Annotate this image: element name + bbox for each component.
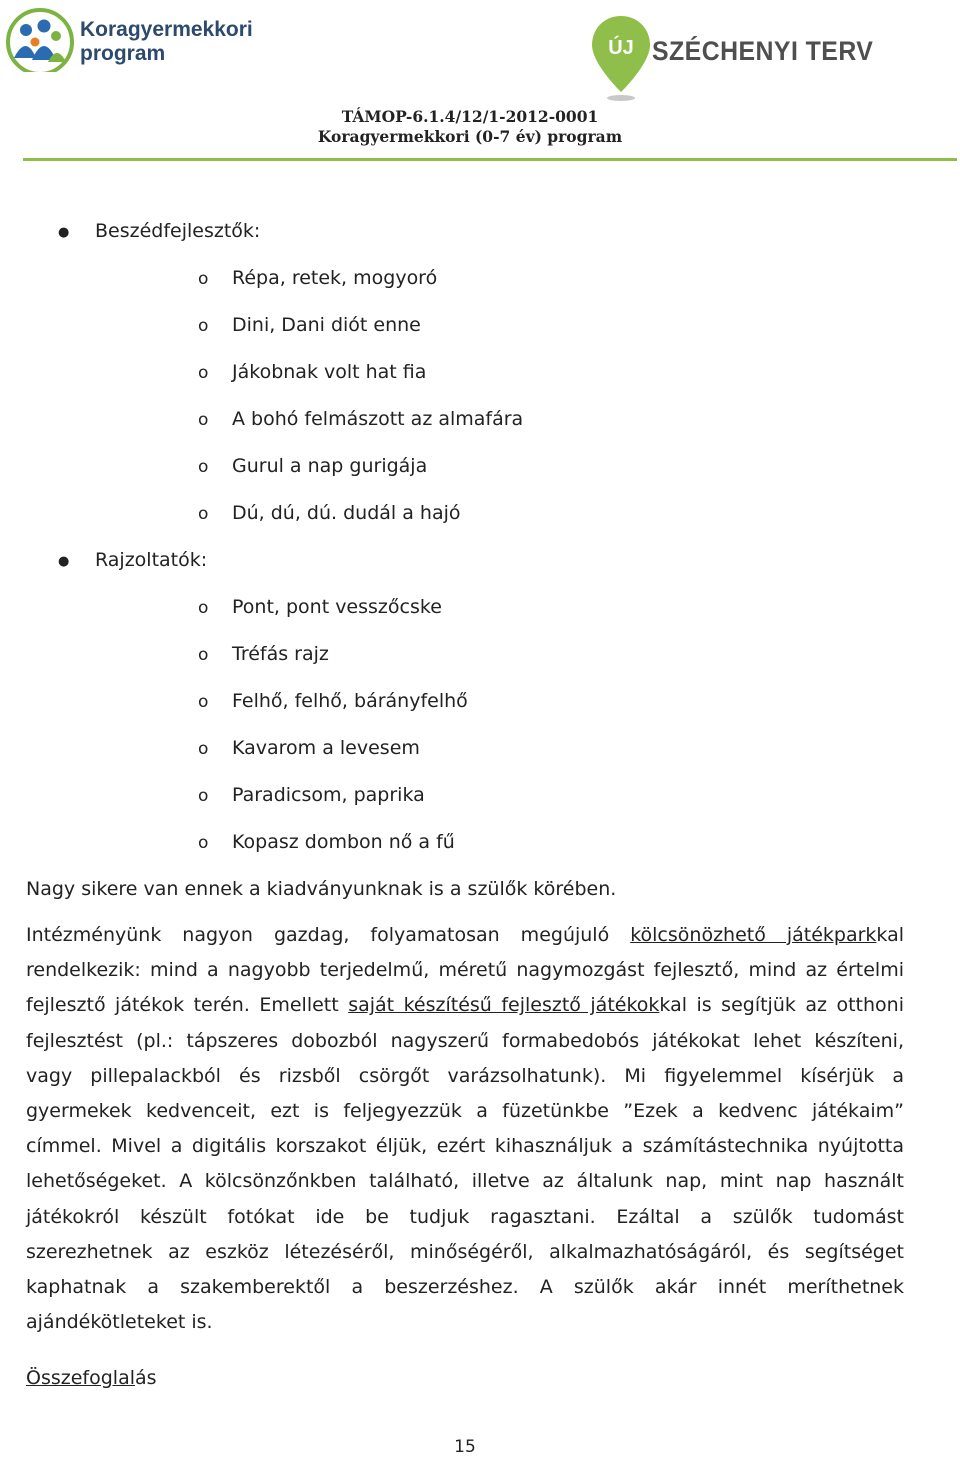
sub-bullet: o xyxy=(198,786,209,806)
sub-bullet: o xyxy=(198,645,209,665)
list-item: Répa, retek, mogyoró xyxy=(232,267,438,289)
list-item: A bohó felmászott az almafára xyxy=(232,408,524,430)
bullet-dot: ● xyxy=(58,554,70,569)
underlined-phrase: saját készítésű fejlesztő játékok xyxy=(348,994,660,1017)
paragraph-line: ajándékötleteket is. xyxy=(26,1311,213,1334)
page-number: 15 xyxy=(454,1437,476,1457)
sub-bullet: o xyxy=(198,363,209,383)
program-title: Koragyermekkori (0-7 év) program xyxy=(317,127,623,146)
heading-rest: ás xyxy=(135,1367,157,1389)
sub-bullet: o xyxy=(198,739,209,759)
koragyermekkori-logo xyxy=(2,6,252,72)
list-item: Jákobnak volt hat fia xyxy=(232,361,427,383)
szechenyi-text: SZÉCHENYI TERV xyxy=(652,36,874,66)
sub-bullet: o xyxy=(198,504,209,524)
text-run: fejlesztő játékok terén. Emellett xyxy=(26,994,349,1017)
paragraph-line xyxy=(26,918,904,953)
list-item: Felhő, felhő, bárányfelhő xyxy=(232,690,468,712)
szechenyi-terv-logo xyxy=(590,14,890,104)
section-heading xyxy=(26,1367,157,1389)
text-run: kal is segítjük az otthoni xyxy=(659,994,904,1017)
logo-text-line1: Koragyermekkori xyxy=(80,18,253,41)
paragraph-line: vagy pillepalackból és rizsből csörgőt varázsolhatunk). Mi figyelemmel kísérjük a xyxy=(26,1064,904,1087)
list-item: Tréfás rajz xyxy=(232,643,329,665)
list-item: Gurul a nap gurigája xyxy=(232,455,428,477)
paragraph-line: fejlesztést (pl.: tápszeres dobozból nagyszerű formabedobós játékokat lehet készíteni, xyxy=(26,1029,904,1052)
section-label-beszedfejlesztok: Beszédfejlesztők: xyxy=(95,220,261,242)
list-item: Kopasz dombon nő a fű xyxy=(232,831,455,853)
paragraph-line: rendelkezik: mind a nagyobb terjedelmű, méretű nagymozgást fejlesztő, mind az értelmi xyxy=(26,959,904,982)
bullet-dot: ● xyxy=(58,225,70,240)
paragraph-line: kaphatnak a szakemberektől a beszerzéshez. A szülők akár innét meríthetnek xyxy=(26,1275,904,1298)
section-label-rajzoltatok: Rajzoltatók: xyxy=(95,549,208,571)
sub-bullet: o xyxy=(198,598,209,618)
paragraph-line: játékokról készült fotókat ide be tudjuk ragasztani. Ezáltal a szülők tudomást xyxy=(26,1205,904,1228)
text-run: Intézményünk nagyon gazdag, folyamatosan megújuló xyxy=(26,924,631,946)
heading-underlined: Összefoglal xyxy=(26,1367,135,1389)
logo-text-line2: program xyxy=(80,42,166,65)
paragraph-line xyxy=(26,988,904,1023)
paragraph-intro: Nagy sikere van ennek a kiadványunknak is a szülők körében. xyxy=(26,878,617,900)
paragraph-line: címmel. Mivel a digitális korszakot éljük, ezért kihasználjuk a számítástechnika nyújtotta xyxy=(26,1135,904,1158)
paragraph-line: szerezhetnek az eszköz létezéséről, minőségéről, alkalmazhatóságáról, és segítséget xyxy=(26,1240,904,1263)
list-item: Kavarom a levesem xyxy=(232,737,420,759)
paragraph-line: lehetőségeket. A kölcsönzőnkben található, illetve az általunk nap, mint nap használt xyxy=(26,1170,904,1193)
uj-mark: ÚJ xyxy=(608,37,634,59)
family-logo-icon xyxy=(2,6,78,72)
list-item: Pont, pont vesszőcske xyxy=(232,596,442,618)
sub-bullet: o xyxy=(198,833,209,853)
sub-bullet: o xyxy=(198,692,209,712)
paragraph-line: gyermekek kedvenceit, ezt is feljegyezzük a füzetünkbe ”Ezek a kedvenc játékaim” xyxy=(26,1099,904,1122)
sub-bullet: o xyxy=(198,269,209,289)
paragraph-main xyxy=(26,918,904,1340)
list-item: Paradicsom, paprika xyxy=(232,784,425,806)
sub-bullet: o xyxy=(198,410,209,430)
sub-bullet: o xyxy=(198,457,209,477)
list-item: Dú, dú, dú. dudál a hajó xyxy=(232,502,461,524)
text-run: kal xyxy=(876,924,905,946)
project-code: TÁMOP-6.1.4/12/1-2012-0001 xyxy=(341,107,599,126)
header-divider xyxy=(23,158,957,161)
underlined-phrase: kölcsönözhető játékpark xyxy=(630,924,877,946)
sub-bullet: o xyxy=(198,316,209,336)
list-item: Dini, Dani diót enne xyxy=(232,314,421,336)
location-pin-icon xyxy=(590,14,652,102)
